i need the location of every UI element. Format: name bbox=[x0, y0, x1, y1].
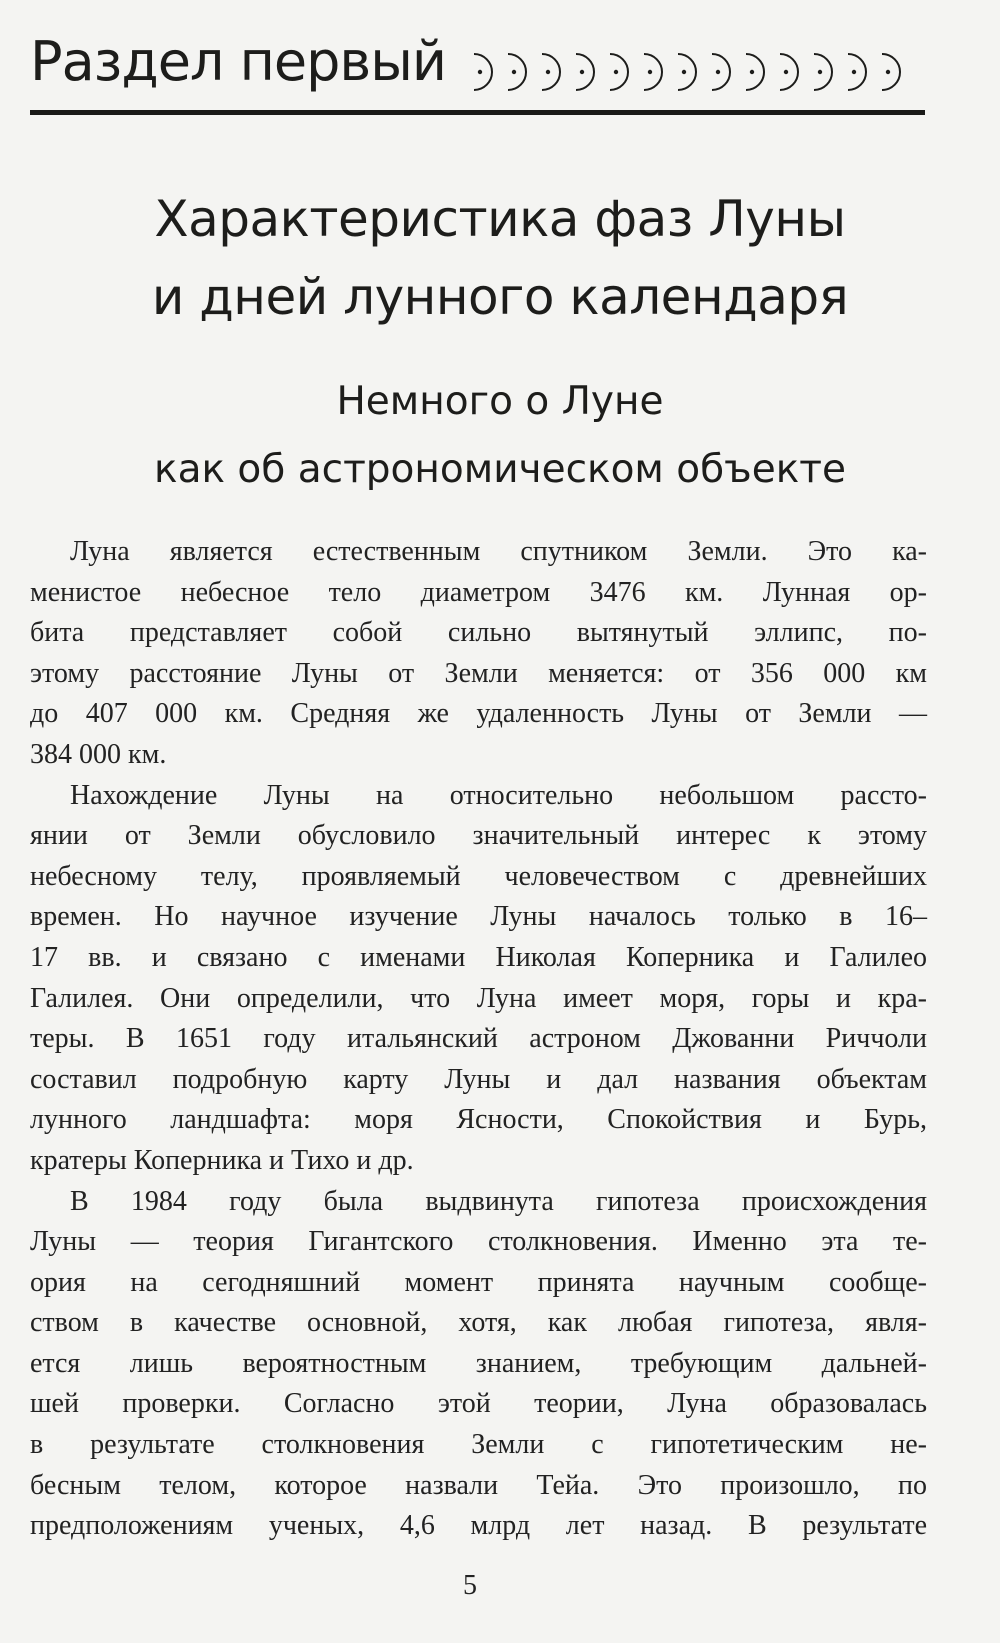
text-line: времен. Но научное изучение Луны началось только в 16– bbox=[30, 901, 927, 933]
text-line: предположениям ученых, 4,6 млрд лет назад. В результате bbox=[30, 1510, 927, 1542]
section-label: Раздел первый bbox=[30, 30, 446, 93]
text-line: бесным телом, которое назвали Тейа. Это произошло, по bbox=[30, 1469, 927, 1501]
text-line: Луна является естественным спутником Земли. Это ка- bbox=[70, 536, 927, 567]
text-line: кратеры Коперника и Тихо и др. bbox=[30, 1144, 414, 1176]
page-number: 5 bbox=[463, 1570, 477, 1601]
section-header bbox=[30, 28, 925, 118]
text-line: Луны — теория Гигантского столкновения. Именно эта те- bbox=[30, 1226, 927, 1258]
crescent-moon-icon bbox=[678, 54, 696, 90]
crescent-moon-icon bbox=[746, 54, 764, 90]
text-line: в результате столкновения Земли с гипотетическим не- bbox=[30, 1429, 927, 1461]
crescent-moon-icon bbox=[712, 54, 730, 90]
crescent-dot bbox=[750, 70, 754, 74]
body-text bbox=[30, 532, 927, 1547]
paragraph bbox=[30, 1182, 927, 1547]
chapter-title-line-1: Характеристика фаз Луны bbox=[154, 190, 846, 248]
crescent-moon-icon bbox=[508, 54, 526, 90]
text-line: Нахождение Луны на относительно небольшом рассто- bbox=[70, 779, 927, 811]
text-line: ством в качестве основной, хотя, как любая гипотеза, явля- bbox=[30, 1307, 927, 1339]
header-rule bbox=[30, 110, 925, 115]
crescent-dot bbox=[784, 70, 788, 74]
text-line: лунного ландшафта: моря Ясности, Спокойствия и Бурь, bbox=[30, 1104, 927, 1136]
crescent-dot bbox=[886, 70, 890, 74]
crescent-moon-icon bbox=[848, 54, 866, 90]
crescent-dot bbox=[852, 70, 856, 74]
text-line: до 407 000 км. Средняя же удаленность Луны от Земли — bbox=[30, 698, 927, 730]
crescent-dot bbox=[478, 70, 482, 74]
crescent-moon-icon bbox=[576, 54, 594, 90]
crescent-moon-icon bbox=[644, 54, 662, 90]
crescent-dot bbox=[716, 70, 720, 74]
crescent-dot bbox=[682, 70, 686, 74]
text-line: В 1984 году была выдвинута гипотеза происхождения bbox=[70, 1185, 927, 1217]
subtitle-line-1: Немного о Луне bbox=[336, 379, 664, 424]
text-line: менистое небесное тело диаметром 3476 км. Лунная ор- bbox=[30, 576, 927, 608]
crescent-moon-icon bbox=[780, 54, 798, 90]
text-line: 17 вв. и связано с именами Николая Коперника и Галилео bbox=[30, 941, 927, 973]
paragraph bbox=[30, 776, 927, 1182]
crescent-dot bbox=[580, 70, 584, 74]
crescent-moon-icon bbox=[542, 54, 560, 90]
text-line: Галилея. Они определили, что Луна имеет моря, горы и кра- bbox=[30, 982, 927, 1014]
crescent-dot bbox=[614, 70, 618, 74]
text-line: теры. В 1651 году итальянский астроном Джованни Риччоли bbox=[30, 1023, 927, 1055]
chapter-title-line-2: и дней лунного календаря bbox=[151, 268, 849, 326]
crescent-moon-icon bbox=[882, 54, 900, 90]
subtitle-line-2: как об астрономическом объекте bbox=[154, 447, 846, 492]
crescent-dot bbox=[546, 70, 550, 74]
crescent-moon-row-icon bbox=[460, 48, 925, 96]
section-subtitle bbox=[0, 368, 1000, 504]
text-line: составил подробную карту Луны и дал названия объектам bbox=[30, 1063, 927, 1095]
text-line: этому расстояние Луны от Земли меняется: от 356 000 км bbox=[30, 657, 927, 689]
text-line: 384 000 км. bbox=[30, 738, 167, 770]
crescent-moon-icon bbox=[474, 54, 492, 90]
crescent-dot bbox=[512, 70, 516, 74]
text-line: бита представляет собой сильно вытянутый эллипс, по- bbox=[30, 617, 927, 649]
text-line: ория на сегодняшний момент принята научным сообще- bbox=[30, 1266, 927, 1298]
text-line: янии от Земли обусловило значительный интерес к этому bbox=[30, 820, 927, 852]
text-line: небесному телу, проявляемый человечеством с древнейших bbox=[30, 860, 927, 892]
paragraph bbox=[30, 532, 927, 776]
crescent-moon-icon bbox=[610, 54, 628, 90]
crescent-dot bbox=[648, 70, 652, 74]
text-line: ется лишь вероятностным знанием, требующим дальней- bbox=[30, 1347, 927, 1379]
text-line: шей проверки. Согласно этой теории, Луна образовалась bbox=[30, 1388, 927, 1420]
crescent-moon-icon bbox=[814, 54, 832, 90]
crescent-dot bbox=[818, 70, 822, 74]
chapter-title bbox=[0, 180, 1000, 336]
